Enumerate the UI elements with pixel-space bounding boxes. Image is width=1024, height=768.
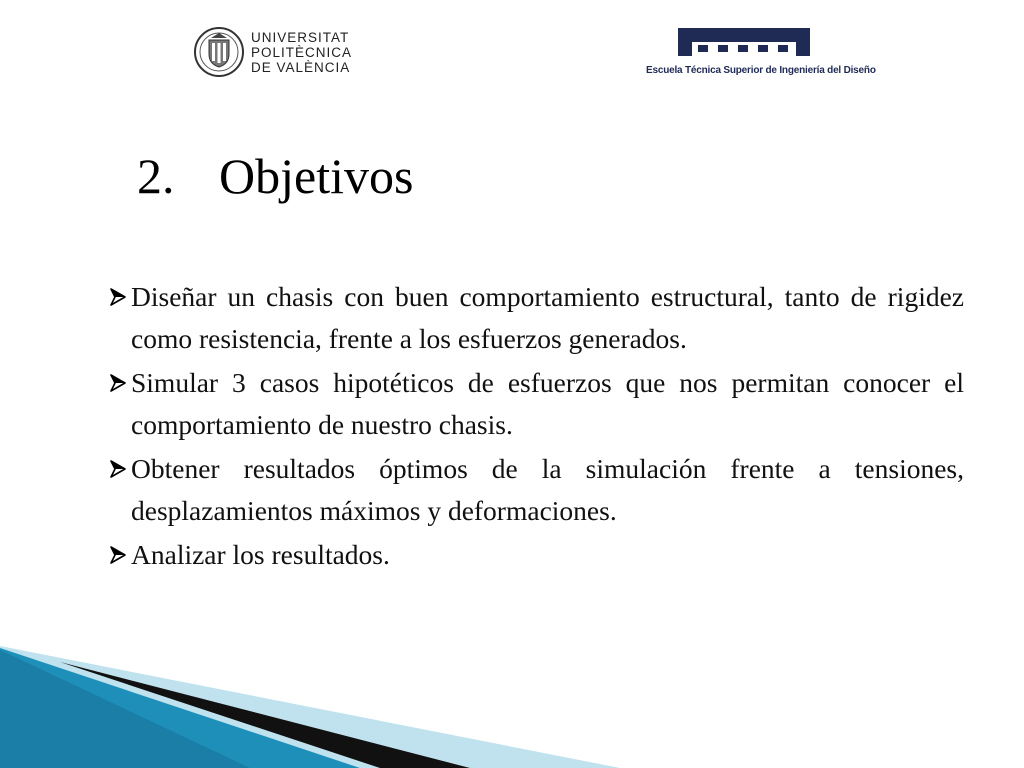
arrow-bullet-icon [108,545,128,565]
slide-title-number: 2. [137,148,175,204]
slide-title-text: Objetivos [219,148,414,204]
list-item [108,276,964,360]
list-item [108,448,964,532]
list-item-text: Diseñar un chasis con buen comportamiento estructural, tanto de rigidez como resistencia, frente a los esfuerzos generados. [131,281,964,354]
university-name-line: UNIVERSITAT [251,30,350,45]
school-name: Escuela Técnica Superior de Ingeniería del Diseño [646,65,876,76]
list-item-text: Obtener resultados óptimos de la simulación frente a tensiones, desplazamientos máximos y deformaciones. [131,453,964,526]
university-name [251,30,352,75]
list-item [108,534,964,576]
upv-logo [193,26,363,82]
arrow-bullet-icon [108,459,128,479]
school-building-mark-icon [678,28,810,56]
school-logo [646,28,876,80]
university-seal-icon [193,26,245,78]
list-item-text: Analizar los resultados. [131,539,390,570]
footer-swoosh-decoration [0,640,1024,768]
arrow-bullet-icon [108,373,128,393]
list-item-text: Simular 3 casos hipotéticos de esfuerzos que nos permitan conocer el comportamiento de nuestro chasis. [131,367,964,440]
arrow-bullet-icon [108,287,128,307]
slide-title [137,146,413,206]
list-item [108,362,964,446]
university-name-line: POLITÈCNICA [251,45,353,60]
university-name-line: DE VALÈNCIA [251,60,351,75]
objectives-list [108,276,964,578]
